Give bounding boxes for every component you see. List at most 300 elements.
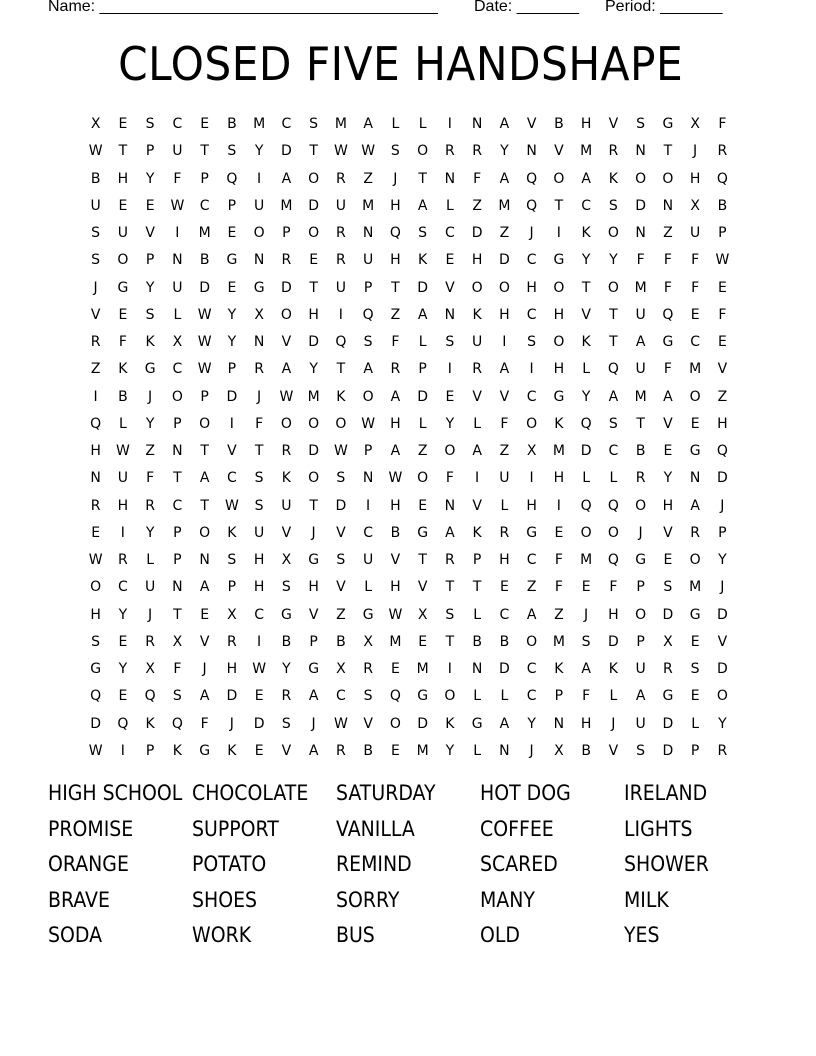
word-list-item: MANY (480, 887, 535, 912)
grid-letter: S (309, 116, 319, 132)
grid-letter: Q (90, 415, 102, 432)
grid-letter: R (472, 361, 482, 378)
grid-letter: Z (472, 197, 482, 214)
grid-row (82, 220, 742, 247)
grid-letter: F (255, 415, 264, 432)
grid-letter: W (197, 361, 212, 378)
grid-letter: O (553, 170, 565, 187)
grid-letter: H (526, 279, 537, 296)
grid-letter: Q (389, 688, 401, 705)
grid-letter: E (227, 279, 237, 296)
grid-letter: C (172, 497, 183, 514)
grid-letter: C (335, 688, 346, 705)
grid-letter: J (148, 388, 153, 405)
grid-letter: L (418, 415, 427, 432)
word-list-item: REMIND (336, 852, 412, 876)
grid-letter: W (361, 143, 376, 160)
grid-letter: O (444, 443, 456, 459)
grid-letter: V (390, 552, 401, 568)
grid-row (82, 629, 742, 656)
grid-letter: P (227, 579, 237, 596)
date-field-label: Date: _______ (474, 0, 579, 15)
grid-letter: V (526, 116, 537, 132)
grid-letter: K (118, 361, 128, 378)
grid-letter: P (200, 388, 209, 405)
grid-letter: B (118, 388, 128, 405)
grid-letter: P (227, 197, 237, 214)
grid-letter: G (689, 443, 701, 459)
grid-letter: K (281, 470, 291, 487)
grid-row (82, 711, 742, 738)
grid-letter: S (336, 552, 346, 568)
grid-letter: E (254, 688, 264, 705)
grid-letter: A (308, 688, 319, 705)
grid-row (82, 275, 742, 302)
grid-letter: N (471, 661, 483, 677)
grid-letter: D (607, 633, 619, 650)
grid-letter: M (389, 633, 402, 650)
grid-letter: R (254, 361, 264, 378)
grid-row (82, 193, 742, 220)
grid-letter: Z (499, 225, 510, 241)
grid-letter: T (309, 279, 318, 296)
grid-letter: M (689, 361, 702, 378)
grid-letter: U (254, 524, 265, 541)
grid-letter: D (417, 388, 429, 405)
grid-letter: R (717, 143, 728, 160)
grid-letter: V (608, 116, 619, 132)
grid-letter: R (635, 470, 646, 487)
grid-letter: G (526, 524, 538, 541)
grid-letter: G (689, 606, 701, 623)
grid-letter: F (554, 579, 563, 596)
grid-letter: P (363, 443, 373, 459)
grid-letter: A (499, 715, 510, 732)
grid-letter: G (90, 661, 102, 677)
grid-letter: I (120, 742, 125, 759)
grid-letter: B (472, 633, 482, 650)
grid-letter: B (717, 197, 728, 214)
page-title: CLOSED FIVE HANDSHAPE (118, 37, 684, 91)
grid-letter: E (690, 415, 700, 432)
grid-letter: R (390, 361, 401, 378)
grid-letter: S (390, 143, 400, 160)
grid-letter: U (635, 306, 646, 323)
grid-letter: T (173, 470, 182, 487)
grid-letter: X (172, 633, 183, 650)
grid-letter: O (607, 279, 619, 296)
grid-letter: D (226, 388, 238, 405)
grid-letter: X (417, 606, 428, 623)
grid-letter: R (499, 524, 510, 541)
grid-letter: V (663, 524, 673, 541)
grid-letter: Q (526, 197, 538, 214)
grid-letter: A (308, 742, 319, 759)
grid-letter: F (500, 415, 509, 432)
grid-letter: S (91, 633, 101, 650)
grid-letter: A (199, 470, 210, 487)
grid-letter: T (636, 415, 645, 432)
grid-letter: J (311, 715, 316, 732)
grid-letter: C (526, 552, 537, 568)
grid-letter: O (253, 225, 265, 241)
grid-letter: O (689, 388, 701, 405)
grid-letter: H (553, 306, 565, 323)
grid-letter: P (718, 524, 727, 541)
grid-letter: R (663, 661, 673, 677)
word-list-item: SHOWER (624, 852, 709, 876)
word-list-item: WORK (192, 923, 252, 947)
grid-letter: Y (145, 524, 155, 541)
grid-letter: S (445, 606, 455, 623)
grid-letter: C (526, 306, 537, 323)
grid-letter: N (444, 306, 456, 323)
grid-letter: Q (117, 715, 129, 732)
grid-letter: R (717, 742, 728, 759)
grid-letter: B (363, 742, 373, 759)
grid-letter: W (115, 443, 130, 459)
word-list-item: ORANGE (48, 852, 129, 876)
grid-letter: J (638, 524, 643, 541)
grid-letter: T (118, 143, 128, 160)
grid-letter: E (717, 334, 727, 350)
grid-letter: E (445, 388, 455, 405)
grid-letter: H (117, 170, 129, 187)
grid-letter: D (716, 661, 728, 677)
grid-letter: Y (527, 715, 536, 732)
grid-letter: O (389, 715, 401, 732)
grid-letter: S (445, 334, 455, 350)
grid-letter: D (662, 606, 674, 623)
grid-letter: I (229, 415, 234, 432)
grid-letter: X (227, 606, 237, 623)
grid-letter: O (308, 170, 320, 187)
period-field-label: Period: _______ (605, 0, 723, 15)
grid-letter: S (91, 252, 101, 269)
grid-letter: V (554, 143, 564, 160)
word-list-item: SATURDAY (336, 781, 436, 805)
grid-letter: A (445, 524, 455, 541)
grid-letter: E (445, 252, 455, 269)
grid-letter: W (388, 606, 403, 623)
grid-row (82, 547, 742, 574)
grid-letter: A (526, 606, 537, 623)
word-list-item: YES (624, 923, 660, 947)
grid-letter: T (554, 197, 564, 214)
grid-letter: T (173, 606, 182, 623)
grid-letter: O (90, 579, 102, 596)
grid-letter: O (280, 415, 292, 432)
grid-letter: E (499, 579, 509, 596)
grid-letter: U (690, 225, 701, 241)
grid-letter: X (172, 334, 183, 350)
grid-letter: A (581, 661, 591, 677)
grid-letter: G (280, 606, 292, 623)
grid-letter: D (662, 742, 674, 759)
grid-letter: O (171, 388, 183, 405)
grid-letter: E (200, 116, 210, 132)
grid-letter: P (309, 633, 318, 650)
grid-letter: D (662, 715, 674, 732)
grid-letter: C (444, 225, 455, 241)
word-list-item: OLD (480, 923, 520, 947)
grid-letter: Q (526, 170, 538, 187)
grid-letter: N (253, 252, 265, 269)
grid-letter: G (253, 279, 265, 296)
grid-letter: Y (227, 306, 237, 323)
grid-letter: D (226, 688, 238, 705)
grid-letter: A (390, 443, 401, 459)
grid-letter: N (635, 143, 646, 160)
grid-row (82, 329, 742, 356)
grid-letter: P (200, 170, 209, 187)
grid-letter: V (499, 388, 510, 405)
grid-letter: V (417, 579, 428, 596)
grid-letter: N (444, 170, 456, 187)
grid-letter: L (146, 552, 155, 568)
grid-letter: C (526, 688, 537, 705)
grid-letter: Y (609, 252, 618, 269)
grid-letter: P (554, 688, 564, 705)
grid-letter: E (554, 524, 564, 541)
grid-letter: R (227, 633, 237, 650)
grid-letter: S (254, 470, 264, 487)
grid-letter: E (309, 252, 319, 269)
grid-letter: M (362, 197, 375, 214)
grid-letter: Q (389, 225, 401, 241)
grid-letter: D (199, 279, 211, 296)
grid-row (82, 493, 742, 520)
grid-letter: U (472, 334, 483, 350)
grid-letter: Y (581, 388, 591, 405)
grid-letter: I (257, 170, 262, 187)
grid-letter: C (608, 443, 619, 459)
grid-letter: Q (580, 497, 592, 514)
grid-letter: A (417, 306, 428, 323)
grid-letter: E (118, 116, 128, 132)
grid-letter: X (336, 661, 346, 677)
grid-row (82, 602, 742, 629)
grid-letter: I (502, 334, 507, 350)
grid-row (82, 384, 742, 411)
grid-letter: E (118, 688, 128, 705)
grid-letter: R (281, 252, 292, 269)
grid-letter: V (363, 715, 373, 732)
grid-letter: S (608, 197, 618, 214)
grid-letter: F (718, 116, 727, 132)
grid-letter: D (471, 225, 483, 241)
grid-letter: C (226, 470, 237, 487)
word-list-item: SHOES (192, 887, 258, 912)
grid-letter: P (636, 633, 645, 650)
grid-letter: D (635, 197, 647, 214)
grid-letter: C (526, 661, 537, 677)
grid-letter: U (499, 470, 510, 487)
grid-letter: V (281, 524, 292, 541)
word-search-grid (82, 111, 742, 765)
grid-letter: B (635, 443, 646, 459)
grid-letter: L (582, 470, 591, 487)
grid-letter: F (173, 170, 182, 187)
grid-letter: B (199, 252, 210, 269)
grid-letter: T (254, 443, 264, 459)
grid-letter: R (281, 443, 292, 459)
grid-letter: D (716, 470, 728, 487)
grid-letter: C (690, 334, 701, 350)
grid-letter: N (662, 197, 674, 214)
grid-letter: A (390, 388, 401, 405)
grid-letter: W (361, 415, 376, 432)
grid-letter: G (553, 388, 565, 405)
grid-letter: B (499, 633, 510, 650)
grid-letter: S (581, 633, 591, 650)
grid-letter: H (662, 497, 674, 514)
grid-letter: V (281, 334, 292, 350)
grid-letter: T (445, 579, 455, 596)
grid-letter: A (690, 497, 700, 514)
grid-letter: A (417, 197, 428, 214)
grid-letter: Y (282, 661, 291, 677)
grid-letter: E (663, 443, 673, 459)
grid-letter: E (390, 661, 400, 677)
grid-letter: O (417, 470, 429, 487)
grid-letter: H (608, 606, 619, 623)
grid-letter: G (662, 688, 674, 705)
grid-letter: E (390, 742, 400, 759)
grid-letter: K (581, 225, 591, 241)
grid-letter: N (444, 497, 456, 514)
grid-letter: Q (335, 334, 347, 350)
grid-letter: Y (500, 143, 509, 160)
grid-letter: F (636, 252, 645, 269)
grid-letter: D (580, 443, 592, 459)
grid-letter: L (500, 497, 509, 514)
grid-letter: A (363, 361, 373, 378)
grid-letter: N (253, 334, 265, 350)
grid-letter: E (118, 197, 128, 214)
grid-letter: C (363, 524, 374, 541)
grid-letter: J (393, 170, 398, 187)
grid-letter: T (200, 443, 209, 459)
grid-letter: D (90, 715, 102, 732)
grid-letter: Z (90, 361, 101, 378)
grid-letter: M (634, 279, 647, 296)
grid-letter: J (611, 715, 616, 732)
grid-letter: W (252, 661, 267, 677)
grid-letter: Y (445, 742, 455, 759)
grid-letter: O (716, 688, 728, 705)
grid-letter: M (307, 388, 320, 405)
grid-letter: D (417, 715, 429, 732)
grid-letter: S (336, 470, 346, 487)
grid-letter: L (118, 415, 127, 432)
grid-letter: R (690, 524, 700, 541)
grid-letter: L (609, 470, 618, 487)
grid-letter: N (526, 143, 537, 160)
grid-letter: T (663, 143, 673, 160)
grid-letter: S (254, 497, 264, 514)
grid-letter: Y (718, 715, 727, 732)
grid-letter: P (173, 552, 182, 568)
grid-letter: P (145, 143, 155, 160)
grid-letter: D (253, 715, 265, 732)
grid-letter: M (334, 116, 347, 132)
grid-letter: I (175, 225, 180, 241)
grid-letter: G (144, 361, 156, 378)
grid-letter: R (445, 552, 455, 568)
word-list-item: HIGH SCHOOL (48, 781, 183, 805)
grid-letter: H (390, 497, 401, 514)
grid-letter: B (554, 116, 564, 132)
grid-letter: S (418, 225, 428, 241)
grid-letter: U (172, 143, 183, 160)
grid-letter: D (498, 661, 510, 677)
grid-letter: A (581, 170, 591, 187)
grid-letter: Q (716, 443, 728, 459)
grid-letter: C (281, 116, 292, 132)
grid-letter: H (226, 661, 238, 677)
grid-letter: G (362, 606, 374, 623)
grid-letter: I (556, 225, 561, 241)
grid-letter: U (172, 279, 183, 296)
grid-letter: G (308, 661, 320, 677)
grid-letter: U (363, 552, 374, 568)
grid-letter: J (720, 497, 725, 514)
worksheet-header (48, 0, 768, 20)
grid-letter: O (635, 606, 647, 623)
grid-letter: E (717, 279, 727, 296)
grid-letter: S (145, 306, 155, 323)
grid-letter: M (416, 661, 429, 677)
grid-letter: L (582, 361, 591, 378)
grid-letter: R (90, 497, 101, 514)
grid-letter: M (280, 197, 293, 214)
grid-letter: U (335, 279, 346, 296)
grid-letter: K (418, 252, 428, 269)
grid-letter: X (554, 742, 564, 759)
grid-letter: O (417, 143, 429, 160)
grid-letter: Q (171, 715, 183, 732)
grid-letter: S (91, 225, 101, 241)
grid-letter: S (172, 688, 182, 705)
grid-letter: E (145, 197, 155, 214)
grid-letter: B (390, 524, 401, 541)
grid-letter: S (227, 143, 237, 160)
grid-letter: I (447, 116, 452, 132)
grid-letter: R (90, 334, 101, 350)
grid-letter: Z (717, 388, 728, 405)
grid-letter: B (90, 170, 101, 187)
grid-letter: I (338, 306, 343, 323)
grid-letter: O (117, 252, 129, 269)
grid-letter: Y (145, 170, 155, 187)
grid-letter: F (118, 334, 127, 350)
grid-letter: K (554, 415, 564, 432)
grid-letter: B (227, 116, 237, 132)
grid-letter: N (362, 225, 374, 241)
grid-letter: C (172, 116, 183, 132)
grid-letter: P (363, 279, 373, 296)
grid-letter: L (173, 306, 182, 323)
grid-letter: I (366, 497, 371, 514)
grid-letter: S (636, 742, 646, 759)
grid-letter: M (552, 633, 565, 650)
grid-letter: W (197, 334, 212, 350)
grid-letter: G (226, 252, 238, 269)
grid-letter: E (418, 633, 428, 650)
grid-letter: J (202, 661, 207, 677)
grid-letter: T (200, 497, 209, 514)
